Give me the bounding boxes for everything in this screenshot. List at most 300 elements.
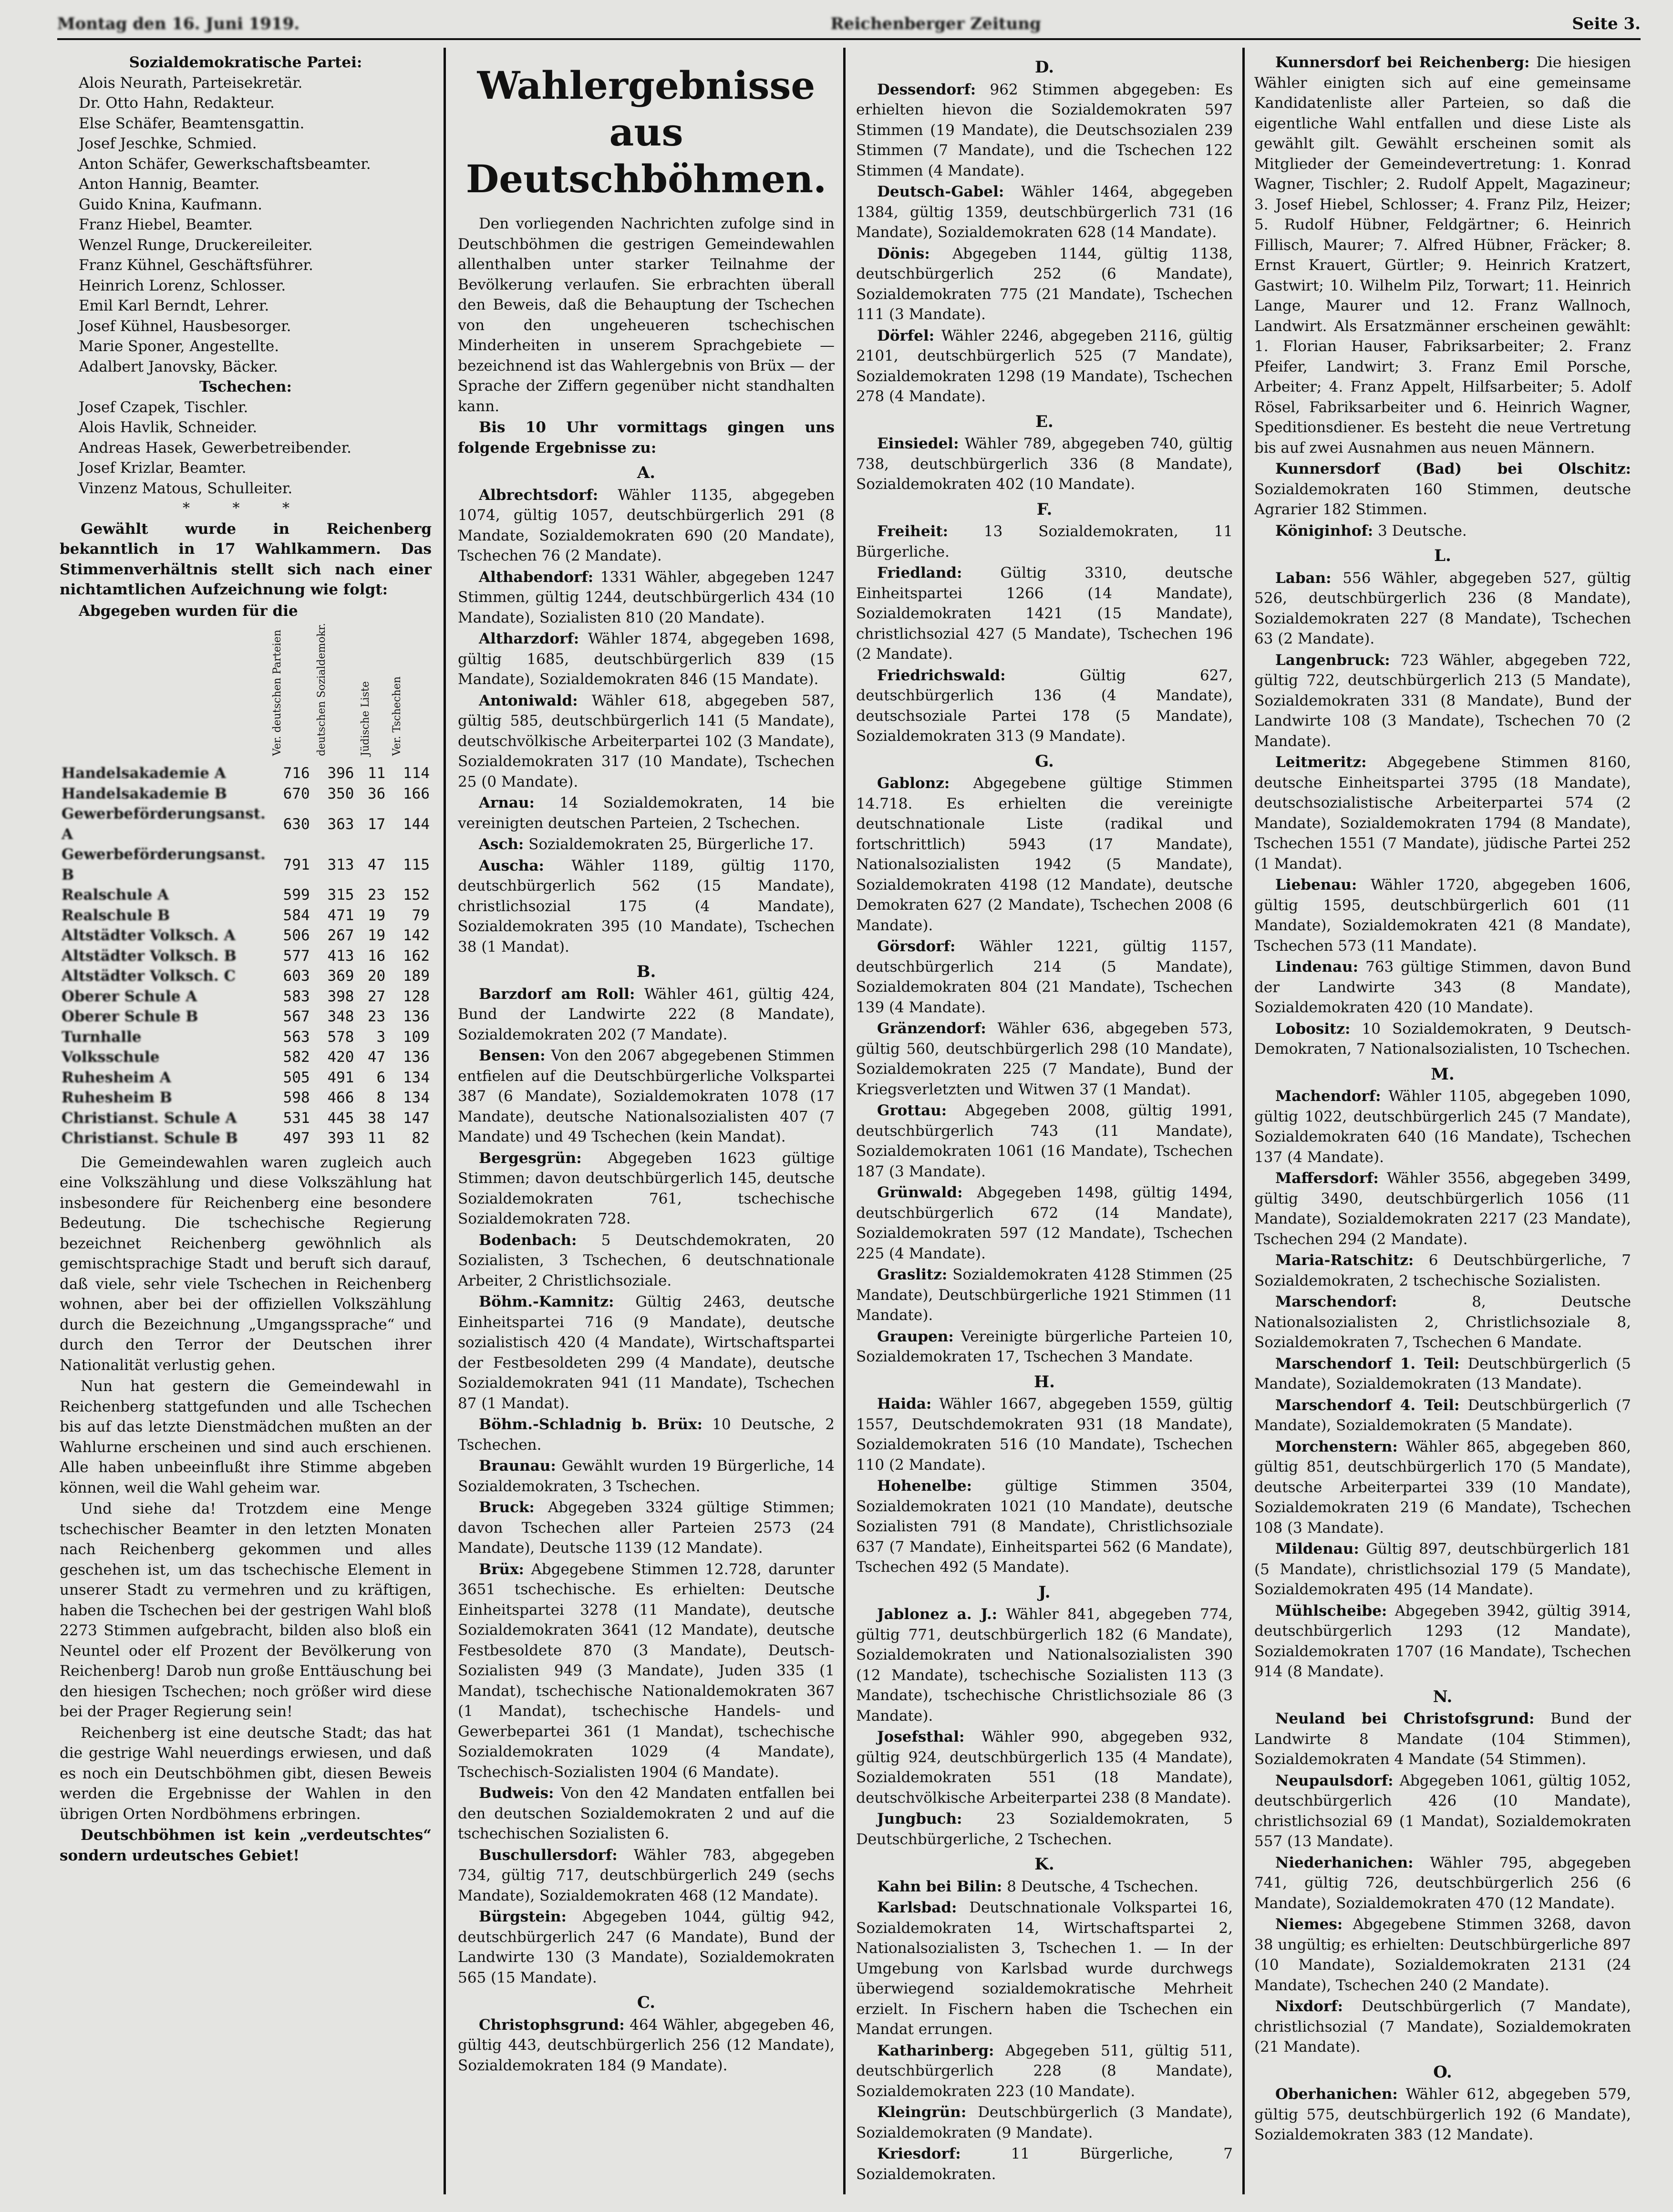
place-name: Oberhanichen: [1275, 2086, 1398, 2103]
result-entry [458, 1046, 835, 1147]
table-row [60, 1068, 432, 1088]
place-name: Jungbuch: [877, 1810, 962, 1828]
result-entry [1254, 1996, 1631, 2057]
result-entry [1254, 52, 1631, 458]
table-cell-label: Altstädter Volksch. B [62, 947, 237, 965]
czech-list-title: Tschechen: [199, 378, 292, 395]
table-cell: 23 [367, 886, 386, 904]
place-name: Niederhanichen: [1275, 1854, 1414, 1871]
column-rule [1242, 48, 1245, 2194]
paragraph: Reichenberg ist eine deutsche Stadt; das hat die gestrige Wahl neuerdings erwiesen, und daß es noch ein Deutschböhmen gibt, diesen Beweis werden die Ergebnisse der Wahlen in den übrigen Orten Nordböhmens erbringen. [60, 1724, 432, 1823]
table-cell: 27 [367, 987, 386, 1005]
section-letter: H. [1034, 1372, 1055, 1392]
place-name: Dönis: [877, 245, 930, 262]
result-entry [1254, 1709, 1631, 1770]
result-text: Abgegeben 3942, gültig 3914, deutschbürgerlich 1293 (12 Mandate), Sozialdemokraten 1707 (16 Mandate), Tschechen 914 (8 Mandate). [1254, 1602, 1631, 1680]
result-text: 10 Deutsche, 2 Tschechen. [458, 1416, 835, 1454]
list-item: Wenzel Runge, Druckereileiter. [79, 236, 313, 254]
result-text: Abgegeben 3324 gültige Stimmen; davon Tschechen aller Parteien 2573 (24 Mandate), Deutsche 1139 (12 Mandate). [458, 1499, 835, 1557]
place-name: Buschullersdorf: [479, 1846, 618, 1864]
result-text: Wähler 618, abgegeben 587, gültig 585, deutschbürgerlich 141 (5 Mandate), deutschvölkische Arbeiterpartei 102 (3 Mandate), Sozialdemokraten 317 (10 Mandate), Tschechen 25 (0 Mandate). [458, 692, 835, 790]
table-cell: 16 [367, 947, 386, 965]
table-cell: 142 [403, 927, 430, 945]
table-cell: 445 [327, 1109, 354, 1127]
result-entry [1254, 1019, 1631, 1059]
place-name: Laban: [1275, 569, 1332, 587]
place-name: Braunau: [479, 1457, 556, 1475]
list-item: Josef Kühnel, Hausbesorger. [79, 317, 291, 335]
table-cell-label: Gewerbeförderungsanst. B [62, 846, 266, 883]
result-entry [1254, 1086, 1631, 1167]
table-cell-label: Turnhalle [62, 1028, 142, 1046]
result-text: Wähler 2246, abgegeben 2116, gültig 2101, deutschbürgerlich 525 (7 Mandate), Sozialdemokraten 1298 (19 Mandate), Tschechen 278 (4 Mandate). [856, 327, 1233, 405]
place-name: Budweis: [479, 1785, 554, 1802]
result-text: Wähler 612, abgegeben 579, gültig 575, deutschbürgerlich 192 (6 Mandate), Sozialdemokraten 383 (12 Mandate). [1254, 2086, 1631, 2143]
result-entry [458, 834, 835, 855]
section-letter: E. [1035, 412, 1053, 431]
list-item: Else Schäfer, Beamtensgattin. [79, 114, 305, 132]
place-name: Niemes: [1275, 1916, 1343, 1933]
table-cell: 47 [367, 1049, 386, 1066]
table-row [60, 966, 432, 987]
table-cell: 505 [283, 1069, 310, 1086]
result-entry [458, 1414, 835, 1455]
result-text: 14 Sozialdemokraten, 14 bie vereinigten deutschen Parteien, 2 Tschechen. [458, 794, 835, 832]
paragraph: Nun hat gestern die Gemeindewahl in Reichenberg stattgefunden und alle Tschechen bis auf das letzte Dienstmädchen mußten an der Wahlurne erscheinen und sind auch erschienen. Alle haben unbeeinflußt ihre Stimme abgeben können, weil die Wahl geheim war. [60, 1378, 432, 1496]
place-name: Jablonez a. J.: [877, 1606, 998, 1623]
place-name: Grünwald: [877, 1184, 963, 1201]
table-cell-label: Ruhesheim B [62, 1089, 172, 1107]
result-text: 723 Wähler, abgegeben 722, gültig 722, deutschbürgerlich 213 (5 Mandate), Sozialdemokraten 331 (8 Mandate), Bund der Landwirte 108 (3 Mandate), Tschechen 70 (2 Mandate). [1254, 651, 1631, 750]
list-item: Alois Havlik, Schneider. [79, 419, 258, 436]
table-cell: 136 [403, 1008, 430, 1026]
table-cell: 19 [367, 906, 386, 924]
table-row [60, 844, 432, 885]
result-entry [856, 1394, 1233, 1475]
table-cell: 506 [283, 927, 310, 945]
list-item: Franz Hiebel, Beamter. [79, 216, 253, 233]
result-text: Bund der Landwirte 8 Mandate (104 Stimmen), Sozialdemokraten 4 Mandate (54 Stimmen). [1254, 1710, 1631, 1768]
table-cell: 497 [283, 1130, 310, 1147]
party-names [60, 73, 432, 377]
result-text: Abgegeben 511, gültig 511, deutschbürgerlich 228 (8 Mandate), Sozialdemokraten 223 (10 Mandate). [856, 2042, 1233, 2100]
result-entry [856, 1898, 1233, 2040]
result-text: Vereinigte bürgerliche Parteien 10, Sozialdemokraten 17, Tschechen 3 Mandate. [856, 1328, 1233, 1365]
table-cell: 563 [283, 1028, 310, 1046]
list-item: Vinzenz Matous, Schulleiter. [79, 479, 293, 497]
place-name: Graupen: [877, 1328, 954, 1345]
result-entry [856, 1727, 1233, 1808]
place-name: Maffersdorf: [1275, 1170, 1379, 1187]
section-letter: A. [637, 463, 656, 482]
table-cell-label: Ruhesheim A [62, 1069, 171, 1086]
place-name: Deutsch-Gabel: [877, 183, 1004, 200]
table-cell-label: Realschule B [62, 906, 170, 924]
table-row [60, 1128, 432, 1149]
place-name: Maria-Ratschitz: [1275, 1252, 1414, 1269]
list-item: Josef Jeschke, Schmied. [79, 135, 257, 152]
vote-stats-table [60, 623, 432, 1149]
result-entry [458, 793, 835, 833]
section-letter: L. [1434, 546, 1451, 565]
list-item: Andreas Hasek, Gewerbetreibender. [79, 439, 352, 457]
list-item: Anton Hannig, Beamter. [79, 176, 260, 193]
table-cell: 166 [403, 785, 430, 802]
table-cell: 79 [412, 906, 430, 924]
result-entry [458, 856, 835, 957]
place-name: Lobositz: [1275, 1020, 1351, 1038]
result-text: Sozialdemokraten 25, Bürgerliche 17. [524, 836, 814, 853]
table-cell: 491 [327, 1069, 354, 1086]
result-entry [856, 434, 1233, 495]
place-name: Böhm.-Schladnig b. Brüx: [479, 1416, 703, 1433]
column-4 [1254, 52, 1631, 2185]
table-cell-label: Christianst. Schule B [62, 1130, 238, 1147]
result-text: Abgegeben 1144, gültig 1138, deutschbürgerlich 252 (6 Mandate), Sozialdemokraten 775 (21 Mandate), Tschechen 111 (3 Mandate). [856, 245, 1233, 323]
table-cell-label: Christianst. Schule A [62, 1109, 237, 1127]
table-row [60, 987, 432, 1007]
place-name: Brüx: [479, 1560, 524, 1578]
table-cell: 531 [283, 1109, 310, 1127]
result-text: Abgegeben 1623 gültige Stimmen; davon deutschbürgerlich 145, deutsche Sozialdemokraten 761, tschechische Sozialdemokraten 728. [458, 1149, 835, 1227]
result-entry [856, 244, 1233, 325]
place-name: Marschendorf 1. Teil: [1275, 1355, 1460, 1372]
result-text: Deutschbürgerlich (3 Mandate), Sozialdemokraten (9 Mandate). [856, 2104, 1233, 2141]
section-letter: M. [1431, 1064, 1455, 1084]
result-entry [1254, 1771, 1631, 1852]
table-row [60, 905, 432, 926]
section-letter: N. [1433, 1687, 1453, 1706]
table-cell: 363 [327, 815, 354, 833]
result-text: Wähler 636, abgegeben 573, gültig 560, deutschbürgerlich 298 (10 Mandate), Sozialdemokraten 225 (7 Mandate), Bund der Kriegsverletzten und Witwen 37 (1 Mandat). [856, 1020, 1233, 1098]
stats-intro: Gewählt wurde in Reichenberg bekanntlich in 17 Wahlkammern. Das Stimmenverhältnis stellt sich nach einer nichtamtlichen Aufzeichnung wie folgt: [60, 520, 432, 598]
place-name: Arnau: [479, 794, 535, 811]
place-name: Christophsgrund: [479, 2016, 625, 2034]
result-entry [458, 1907, 835, 1988]
result-text: Sozialdemokraten 4128 Stimmen (25 Mandate), Deutschbürgerliche 1921 Stimmen (11 Mandate). [856, 1266, 1233, 1324]
table-cell: 466 [327, 1089, 354, 1107]
place-name: Mühlscheibe: [1275, 1602, 1387, 1620]
place-name: Bürgstein: [479, 1908, 567, 1925]
result-text: gültige Stimmen 3504, Sozialdemokraten 1021 (10 Mandate), deutsche Sozialisten 791 (8 Mandate), Christlichsoziale 637 (7 Mandate), Einheitspartei 562 (6 Mandate), Tschechen 492 (5 Mandate). [856, 1477, 1233, 1576]
section-letter: J. [1038, 1582, 1051, 1602]
place-name: Einsiedel: [877, 435, 959, 452]
result-text: 763 gültige Stimmen, davon Bund der Landwirte 343 (8 Mandate), Sozialdemokraten 420 (10 Mandate). [1254, 958, 1631, 1016]
table-cell: 36 [367, 785, 386, 802]
place-name: Neuland bei Christofsgrund: [1275, 1710, 1535, 1727]
reichenberg-commentary [60, 1153, 432, 1866]
list-item: Josef Czapek, Tischler. [79, 398, 248, 416]
result-entry [856, 80, 1233, 181]
place-name: Bensen: [479, 1047, 546, 1064]
place-name: Nixdorf: [1275, 1998, 1343, 2015]
table-cell: 369 [327, 967, 354, 985]
table-cell: 567 [283, 1008, 310, 1026]
article-intro-2: Bis 10 Uhr vormittags gingen uns folgende Ergebnisse zu: [458, 419, 835, 457]
result-text: 23 Sozialdemokraten, 5 Deutschbürgerliche, 2 Tschechen. [856, 1810, 1233, 1848]
result-text: Gültig 897, deutschbürgerlich 181 (5 Mandate), christlichsozial 179 (5 Mandate), Sozialdemokraten 495 (14 Mandate). [1254, 1540, 1631, 1598]
section-divider: * * * [182, 500, 309, 517]
table-row [60, 763, 432, 784]
result-text: Wähler 1667, abgegeben 1559, gültig 1557, Deutschdemokraten 931 (18 Mandate), Sozialdemokraten 516 (10 Mandate), Tschechen 110 (2 Mandate). [856, 1395, 1233, 1474]
table-cell: 38 [367, 1109, 386, 1127]
result-entry [856, 665, 1233, 747]
result-text: Wähler 1221, gültig 1157, deutschbürgerlich 214 (5 Mandate), Sozialdemokraten 804 (21 Mandate), Tschechen 139 (4 Mandate). [856, 938, 1233, 1016]
table-cell: 413 [327, 947, 354, 965]
table-cell: 19 [367, 927, 386, 945]
result-entry [1254, 752, 1631, 874]
table-row [60, 1088, 432, 1108]
result-entry [1254, 1601, 1631, 1682]
result-entry [856, 182, 1233, 243]
table-cell: 396 [327, 765, 354, 782]
list-item: Emil Karl Berndt, Lehrer. [79, 297, 269, 314]
result-text: Wähler 3556, abgegeben 3499, gültig 3490, deutschbürgerlich 1056 (11 Mandate), Sozialdemokraten 2217 (23 Mandate), Tschechen 294 (2 Mandate). [1254, 1170, 1631, 1248]
result-text: Wähler 990, abgegeben 932, gültig 924, deutschbürgerlich 135 (4 Mandate), Sozialdemokraten 551 (18 Mandate), deutschvölkische Arbeiterpartei 238 (8 Mandate). [856, 1728, 1233, 1807]
result-text: Abgegebene Stimmen 8160, deutsche Einheitspartei 3795 (18 Mandate), deutschsozialistische Arbeiterpartei 574 (2 Mandate), Sozialdemokraten 1794 (8 Mandate), Tschechen 1551 (7 Mandate), jüdische Partei 252 (1 Mandat). [1254, 754, 1631, 872]
result-entry [856, 1265, 1233, 1326]
table-cell: 147 [403, 1109, 430, 1127]
list-item: Josef Krizlar, Beamter. [79, 459, 247, 477]
result-entry [856, 2041, 1233, 2102]
list-item: Anton Schäfer, Gewerkschaftsbeamter. [79, 155, 371, 173]
place-name: Kahn bei Bilin: [877, 1878, 1002, 1895]
result-entry [458, 1292, 835, 1413]
list-item: Dr. Otto Hahn, Redakteur. [79, 94, 275, 112]
result-text: Wähler 841, abgegeben 774, gültig 771, deutschbürgerlich 182 (6 Mandate), Sozialdemokraten und Nationalsozialisten 390 (12 Mandate), tschechische Sozialisten 113 (3 Mandate), tschechische Christlichsoziale 86 (3 Mandate). [856, 1606, 1233, 1724]
page-header [57, 10, 1641, 40]
table-row [60, 1027, 432, 1048]
result-entry [856, 773, 1233, 935]
table-cell: 11 [367, 1130, 386, 1147]
result-entry [1254, 1539, 1631, 1600]
place-name: Kunnersdorf (Bad) bei Olschitz: [1275, 460, 1631, 478]
table-cell: 584 [283, 906, 310, 924]
paragraph: Die Gemeindewahlen waren zugleich auch eine Volkszählung und diese Volkszählung hat insbesondere für Reichenberg eine besondere Bedeutung. Die tschechische Regierung bezeichnet Reichenberg gewöhnlich als gemischtsprachige Stadt und beruft sich darauf, daß viele, sehr viele Tschechen in Reichenberg wohnen, aber bei der offiziellen Volkszählung durch die Bezeichnung „Umgangssprache“ und durch den Terror der Deutschen ihrer Nationalität verlustig gehen. [60, 1153, 432, 1374]
place-name: Hohenelbe: [877, 1477, 972, 1495]
table-cell: 398 [327, 987, 354, 1005]
header-page-number: Seite 3. [1572, 14, 1641, 33]
result-entry [1254, 459, 1631, 520]
table-cell: 582 [283, 1049, 310, 1066]
place-name: Gablonz: [877, 775, 950, 792]
result-entry [1254, 1292, 1631, 1353]
place-name: Graslitz: [877, 1266, 948, 1283]
place-name: Kriesdorf: [877, 2145, 961, 2162]
place-name: Haida: [877, 1395, 932, 1412]
header-masthead: Reichenberger Zeitung [830, 14, 1041, 33]
table-header: deutschen Sozialdemokr. [315, 623, 328, 756]
result-entry [1254, 521, 1631, 541]
result-entry [1254, 1250, 1631, 1291]
result-text: 3 Deutsche. [1373, 522, 1467, 540]
result-text: Wähler 1720, abgegeben 1606, gültig 1595, deutschbürgerlich 601 (11 Mandate), Sozialdemokraten 421 (8 Mandate), Tschechen 573 (11 Mandate). [1254, 876, 1631, 955]
place-name: Bergesgrün: [479, 1149, 582, 1167]
place-name: Neupaulsdorf: [1275, 1772, 1394, 1789]
result-text: Wähler 1189, gültig 1170, deutschbürgerlich 562 (15 Mandate), christlichsozial 175 (4 Mandate), Sozialdemokraten 395 (10 Mandate), Tschechen 38 (1 Mandat). [458, 857, 835, 955]
place-name: Auscha: [479, 857, 544, 874]
result-text: 5 Deutschdemokraten, 20 Sozialisten, 3 Tschechen, 6 deutschnationale Arbeiter, 2 Christlichsoziale. [458, 1231, 835, 1289]
table-cell: 20 [367, 967, 386, 985]
column-rule [444, 48, 446, 2194]
result-entry [458, 2015, 835, 2076]
table-cell: 578 [327, 1028, 354, 1046]
article-intro: Den vorliegenden Nachrichten zufolge sind in Deutschböhmen die gestrigen Gemeindewahlen allenthalben unter starker Teilnahme der Bevölkerung verlaufen. Sie erbrachten überall den Beweis, daß die Behauptung der Tschechen von den ungeheueren tschechischen Minderheiten in unserem Sprachgebiete — bezeichnend ist das Wahlergebnis von Brüx — der Sprache der Ziffern gegenüber nicht standhalten kann. [458, 215, 835, 415]
party-list-social-democrats [60, 52, 432, 498]
result-text: Von den 42 Mandaten entfallen bei den deutschen Sozialdemokraten 2 und auf die tschechischen Sozialisten 6. [458, 1785, 835, 1842]
table-cell: 471 [327, 906, 354, 924]
result-text: Abgegeben 1498, gültig 1494, deutschbürgerlich 672 (14 Mandate), Sozialdemokraten 597 (12 Mandate), Tschechen 225 (4 Mandate). [856, 1184, 1233, 1262]
place-name: Marschendorf: [1275, 1293, 1397, 1310]
result-entry [458, 485, 835, 566]
table-row [60, 1108, 432, 1129]
table-cell: 134 [403, 1089, 430, 1107]
result-text: Deutschbürgerlich (7 Mandate), christlichsozial (7 Mandate), Sozialdemokraten (21 Mandate). [1254, 1998, 1631, 2056]
place-name: Lindenau: [1275, 958, 1359, 976]
table-cell: 189 [403, 967, 430, 985]
result-text: Gültig 2463, deutsche Einheitspartei 716 (9 Mandate), deutsche sozialistisch 420 (4 Mandate), Wirtschaftspartei der Festbesoldeten 299 (4 Mandate), deutsche Sozialdemokraten 941 (11 Mandate), Tschechen 87 (1 Mandat). [458, 1293, 835, 1412]
table-cell: 114 [403, 765, 430, 782]
place-name: Katharinberg: [877, 2042, 994, 2059]
table-cell: 11 [367, 765, 386, 782]
place-name: Marschendorf 4. Teil: [1275, 1396, 1460, 1414]
result-text: Deutschbürgerlich (7 Mandate), Sozialdemokraten (5 Mandate). [1254, 1396, 1631, 1434]
result-entry [1254, 1437, 1631, 1538]
table-cell: 267 [327, 927, 354, 945]
column-rule [843, 48, 846, 2194]
paragraph: Deutschböhmen ist kein „verdeutschtes“ sondern urdeutsches Gebiet! [60, 1827, 432, 1864]
place-name: Grottau: [877, 1102, 947, 1119]
result-entry [856, 936, 1233, 1018]
result-text: Von den 2067 abgegebenen Stimmen entfielen auf die Deutschbürgerliche Volkspartei 387 (6 Mandate), Sozialdemokraten 1078 (17 Mandate), deutsche Nationalsozialisten 407 (7 Mandate) und 49 Tschechen (kein Mandat). [458, 1047, 835, 1145]
table-cell-label: Oberer Schule A [62, 987, 197, 1005]
result-entry [1254, 1395, 1631, 1436]
result-text: Gültig 627, deutschbürgerlich 136 (4 Mandate), deutschsoziale Partei 178 (5 Mandate), Sozialdemokraten 313 (9 Mandate). [856, 666, 1233, 745]
table-cell: 350 [327, 785, 354, 802]
result-text: Wähler 1105, abgegeben 1090, gültig 1022, deutschbürgerlich 245 (7 Mandate), Sozialdemokraten 640 (16 Mandate), Tschechen 137 (4 Mandate). [1254, 1088, 1631, 1166]
place-name: Freiheit: [877, 523, 949, 540]
table-cell: 791 [283, 856, 310, 873]
result-entry [458, 629, 835, 690]
place-name: Böhm.-Kamnitz: [479, 1293, 614, 1310]
place-name: Karlsbad: [877, 1899, 957, 1916]
table-cell: 162 [403, 947, 430, 965]
result-entry [458, 567, 835, 628]
result-entry [1254, 1354, 1631, 1394]
result-entry [458, 1783, 835, 1844]
result-text: Wähler 461, gültig 424, Bund der Landwirte 222 (8 Mandate), Sozialdemokraten 202 (7 Mandate). [458, 985, 835, 1043]
result-entry [458, 1148, 835, 1229]
result-entry [856, 2144, 1233, 2184]
result-entry [856, 1877, 1233, 1897]
list-item: Franz Kühnel, Geschäftsführer. [79, 257, 313, 274]
result-text: Wähler 795, abgegeben 741, gültig 726, deutschbürgerlich 256 (6 Mandate), Sozialdemokraten 470 (12 Mandate). [1254, 1854, 1631, 1912]
result-entry [856, 1327, 1233, 1367]
result-text: 556 Wähler, abgegeben 527, gültig 526, deutschbürgerlich 236 (8 Mandate), Sozialdemokraten 227 (8 Mandate), Tschechen 63 (2 Mandate). [1254, 569, 1631, 647]
table-cell: 599 [283, 886, 310, 904]
place-name: Morchenstern: [1275, 1438, 1398, 1455]
table-cell-label: Altstädter Volksch. C [62, 967, 236, 985]
result-text: Wähler 789, abgegeben 740, gültig 738, deutschbürgerlich 336 (8 Mandate), Sozialdemokraten 402 (10 Mandate). [856, 435, 1233, 493]
place-name: Kleingrün: [877, 2104, 967, 2121]
result-entry [458, 1845, 835, 1906]
table-cell: 420 [327, 1049, 354, 1066]
table-header: Ver. deutschen Parteien [271, 630, 283, 756]
table-cell: 313 [327, 856, 354, 873]
results-list [1254, 52, 1631, 2145]
result-entry [1254, 568, 1631, 649]
result-entry [458, 984, 835, 1045]
results-list [856, 57, 1233, 2184]
table-row [60, 1007, 432, 1027]
table-cell: 348 [327, 1008, 354, 1026]
paragraph: Und siehe da! Trotzdem eine Menge tschechischer Beamter in den letzten Monaten nach Reichenberg gekommen und alles geschehen ist, um das tschechische Element in unserer Stadt zu vermehren und zu kräftigen, haben die Tschechen bei der gestrigen Wahl bloß 2273 Stimmen aufgebracht, bilden also bloß ein Neuntel oder elf Prozent der Bevölkerung von Reichenberg! Darob nun große Enttäuschung bei den hiesigen Tschechen; noch größer wird diese bei der Prager Regierung sein! [60, 1500, 432, 1721]
result-text: Die hiesigen Wähler einigten sich auf eine gemeinsame Kandidatenliste aller Parteien, so daß die eigentliche Wahl entfallen und diese Liste als gewählt gilt. Gewählt erscheinen somit als Mitglieder der Gemeindevertretung: 1. Konrad Wagner, Tischler; 2. Rudolf Appelt, Magazineur; 3. Josef Hiebel, Schlosser; 4. Franz Pilz, Heizer; 5. Rudolf Hübner, Feldgärtner; 6. Heinrich Fillisch, Maurer; 7. Alfred Hübner, Fräcker; 8. Ernst Krauert, Gürtler; 9. Heinrich Kratzert, Gastwirt; 10. Wilhelm Pilz, Torwart; 11. Heinrich Lange, Maurer und 12. Franz Wallnoch, Landwirt. Als Ersatzmänner erscheinen gewählt: 1. Florian Hauser, Fabriksarbeiter; 2. Franz Pfeifer, Landwirt; 3. Franz Emil Porsche, Arbeiter; 4. Franz Appelt, Hilfsarbeiter; 5. Adolf Rösel, Fabriksarbeiter und 6. Heinrich Wagner, Speditionsdiener. Es besteht die neue Vertretung bis auf zwei Ausnahmen aus neuen Männern. [1254, 54, 1631, 457]
result-text: Wähler 1464, abgegeben 1384, gültig 1359, deutschbürgerlich 731 (16 Mandate), Sozialdemokraten 628 (14 Mandate). [856, 183, 1233, 241]
place-name: Görsdorf: [877, 938, 956, 955]
table-row [60, 885, 432, 905]
section-letter: C. [637, 1993, 656, 2012]
result-entry [1254, 650, 1631, 752]
table-cell-label: Handelsakademie B [62, 785, 227, 802]
table-cell: 152 [403, 886, 430, 904]
section-letter: D. [1034, 58, 1054, 77]
result-entry [1254, 875, 1631, 956]
result-text: Gültig 3310, deutsche Einheitspartei 1266 (14 Mandate), Sozialdemokraten 1421 (15 Mandate), christlichsozial 427 (5 Mandate), Tschechen 196 (2 Mandate). [856, 564, 1233, 663]
list-item: Alois Neurath, Parteisekretär. [79, 74, 303, 92]
result-entry [856, 1183, 1233, 1264]
result-entry [856, 1476, 1233, 1578]
stats-table-title: Abgegeben wurden für die [79, 602, 298, 620]
result-text: 13 Sozialdemokraten, 11 Bürgerliche. [856, 523, 1233, 561]
column-1 [60, 52, 432, 2185]
table-cell-label: Gewerbeförderungsanst. A [62, 805, 266, 843]
result-text: Gewählt wurden 19 Bürgerliche, 14 Sozialdemokraten, 3 Tschechen. [458, 1457, 835, 1495]
table-cell: 6 [376, 1069, 386, 1086]
place-name: Dörfel: [877, 327, 935, 344]
result-text: 464 Wähler, abgegeben 46, gültig 443, deutschbürgerlich 256 (12 Mandate), Sozialdemokraten 184 (9 Mandate). [458, 2016, 835, 2074]
table-cell: 315 [327, 886, 354, 904]
place-name: Barzdorf am Roll: [479, 985, 635, 1003]
result-entry [856, 2102, 1233, 2143]
result-entry [458, 1497, 835, 1558]
table-cell: 47 [367, 856, 386, 873]
result-text: 10 Sozialdemokraten, 9 Deutsch-Demokraten, 7 Nationalsozialisten, 10 Tschechen. [1254, 1020, 1631, 1058]
result-entry [458, 1230, 835, 1291]
table-row [60, 784, 432, 804]
place-name: Königinhof: [1275, 522, 1374, 540]
result-text: Abgegebene gültige Stimmen 14.718. Es erhielten die vereinigte deutschnationale Liste (radikal und fortschrittlich) 5943 (17 Mandate), Nationalsozialisten 1942 (5 Mandate), Sozialdemokraten 4198 (12 Mandate), deutsche Demokraten 627 (2 Mandate), Tschechen 2008 (6 Mandate). [856, 775, 1233, 934]
column-2 [458, 52, 835, 2185]
place-name: Altharzdorf: [479, 630, 579, 647]
place-name: Antoniwald: [479, 692, 578, 709]
list-item: Marie Sponer, Angestellte. [79, 338, 279, 355]
result-entry [856, 1809, 1233, 1849]
article-title: Wahlergebnisse aus Deutschböhmen. [465, 63, 827, 201]
result-entry [1254, 1914, 1631, 1995]
result-text: 11 Bürgerliche, 7 Sozialdemokraten. [856, 2145, 1233, 2183]
table-cell-label: Realschule A [62, 886, 169, 904]
place-name: Gränzendorf: [877, 1020, 986, 1037]
header-date: Montag den 16. Juni 1919. [57, 14, 300, 33]
result-text: Sozialdemokraten 160 Stimmen, deutsche Agrarier 182 Stimmen. [1254, 480, 1631, 518]
list-item: Heinrich Lorenz, Schlosser. [79, 277, 286, 294]
place-name: Liebenau: [1275, 876, 1357, 893]
table-cell: 115 [403, 856, 430, 873]
table-cell: 82 [412, 1130, 430, 1147]
place-name: Dessendorf: [877, 81, 976, 98]
list-item: Adalbert Janovsky, Bäcker. [79, 358, 278, 375]
